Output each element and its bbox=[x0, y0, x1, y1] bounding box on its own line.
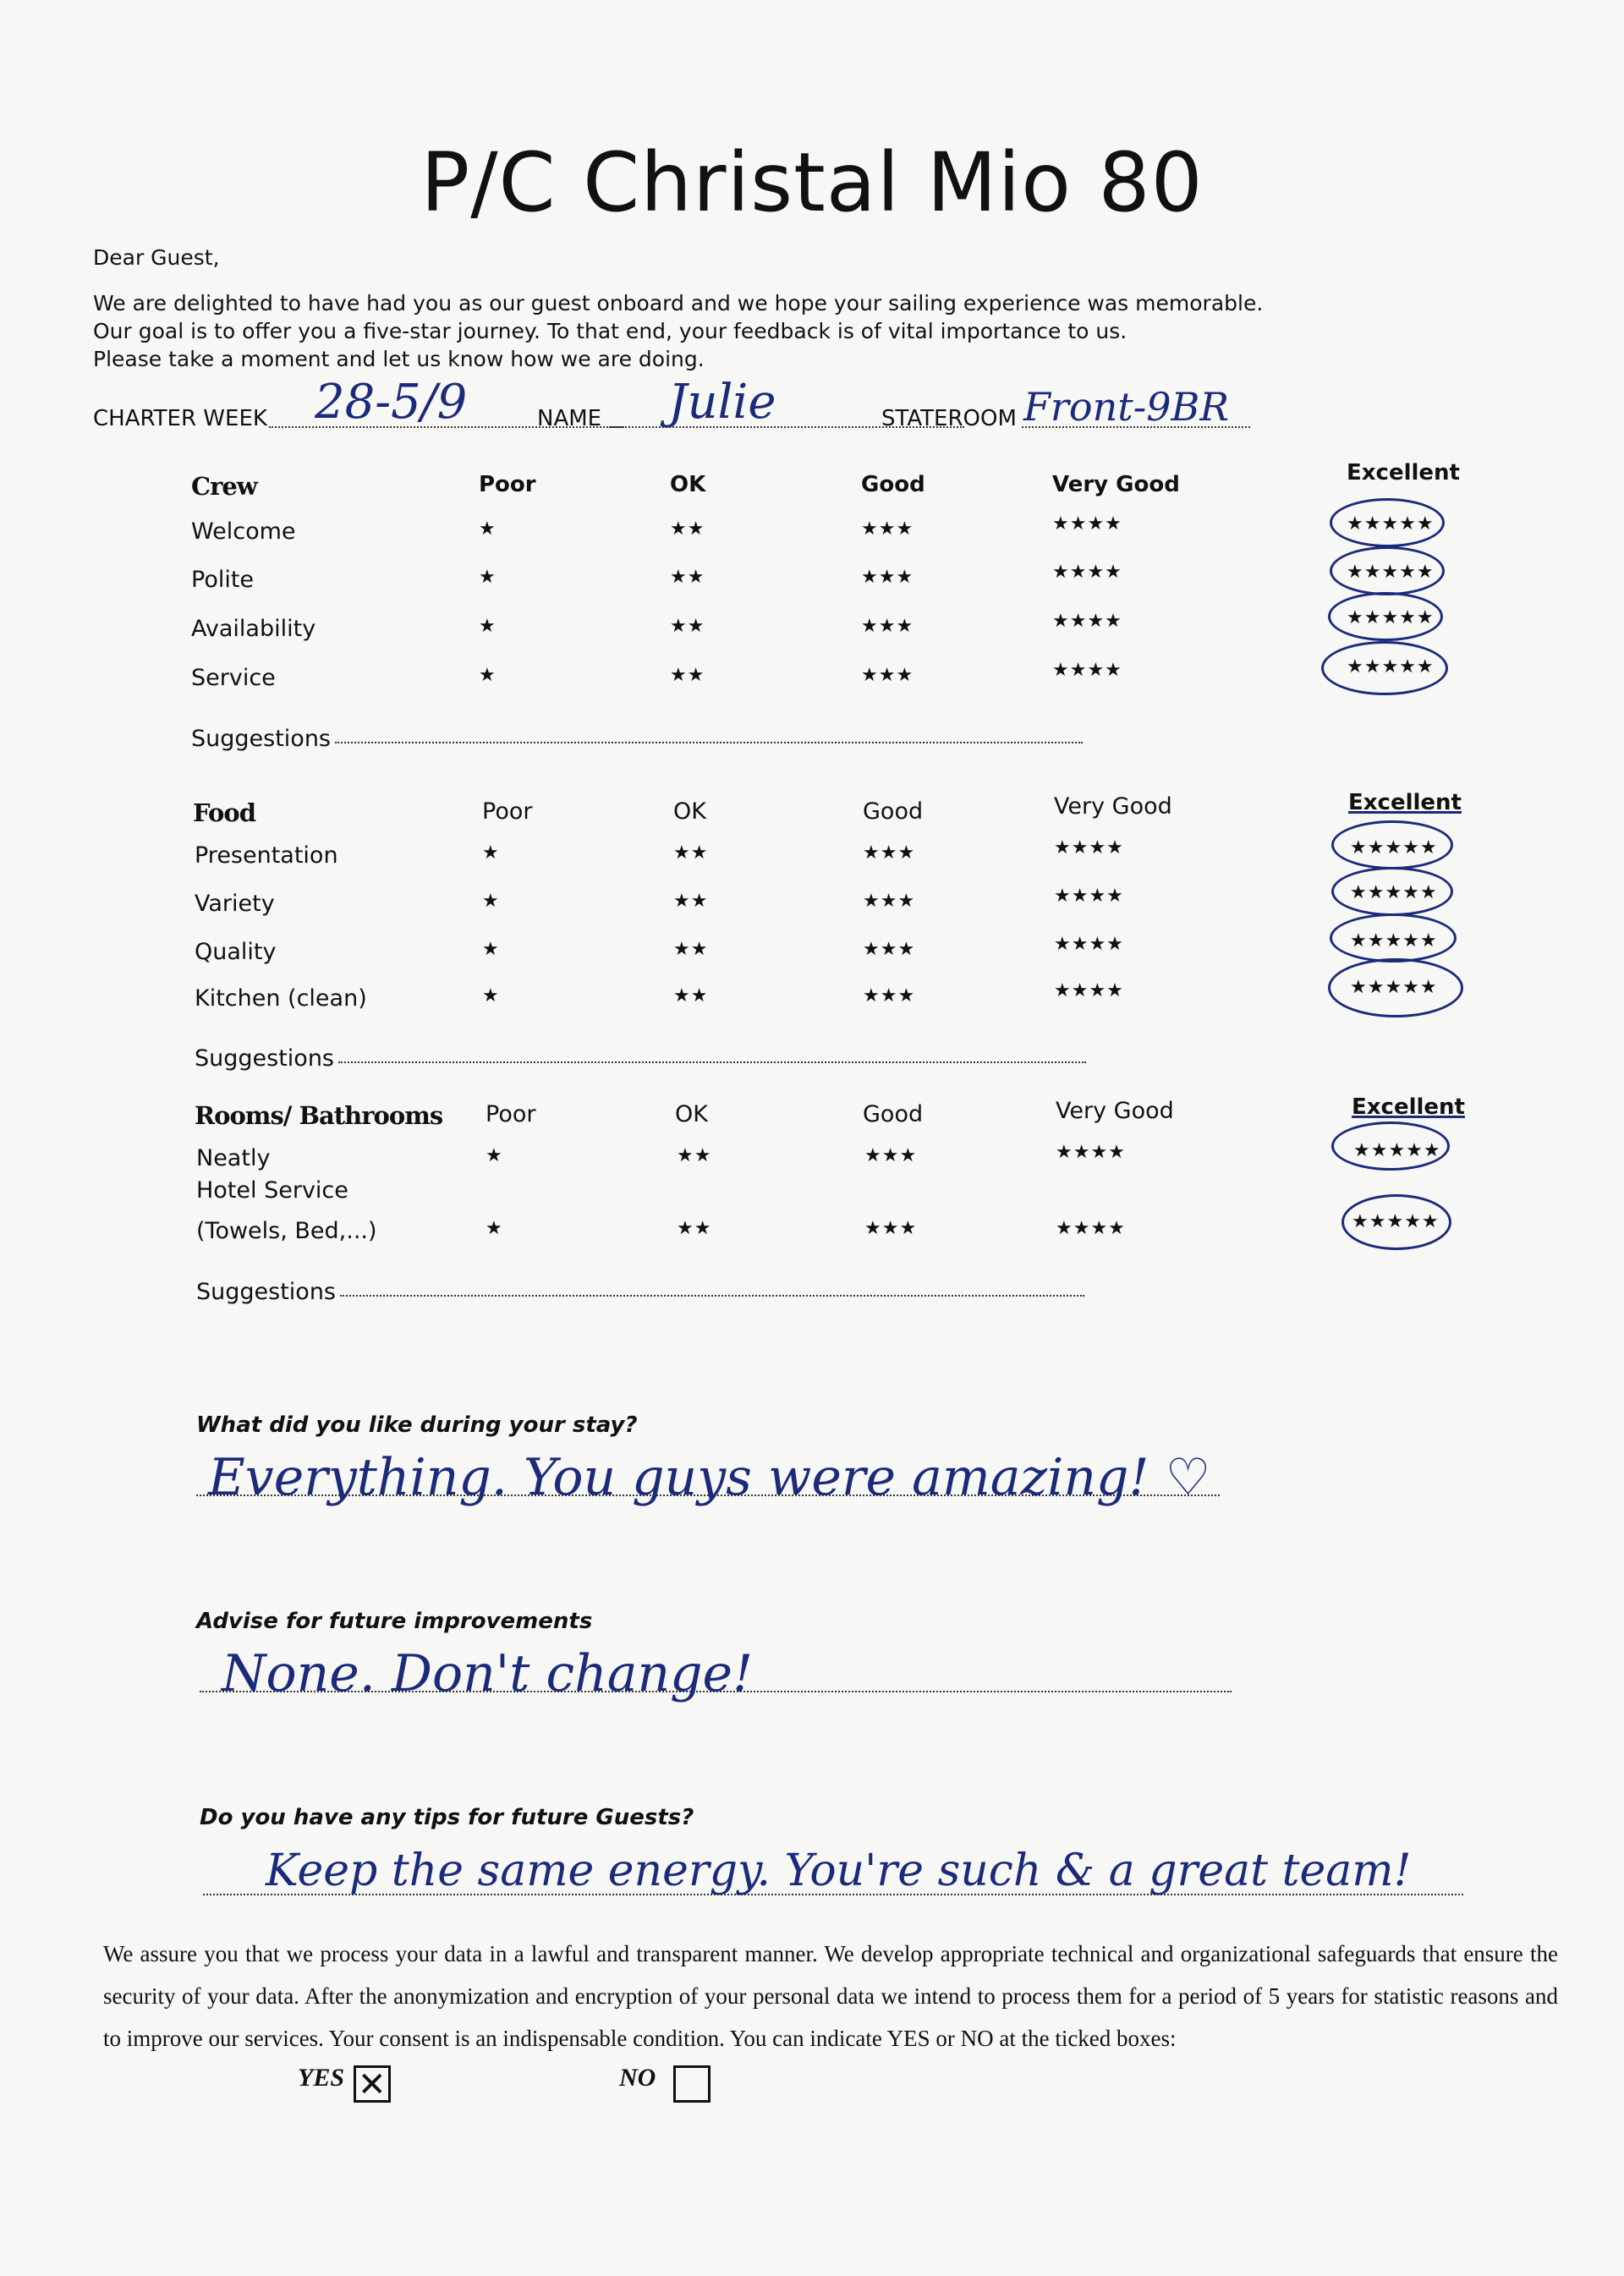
rating-ok[interactable]: ★★ bbox=[673, 891, 709, 912]
intro-line: Our goal is to offer you a five-star journey. To that end, your feedback is of vital importance to us. bbox=[93, 319, 1127, 343]
rating-poor[interactable]: ★ bbox=[482, 842, 500, 864]
rating-good[interactable]: ★★★ bbox=[861, 518, 914, 540]
rating-good[interactable]: ★★★ bbox=[863, 842, 916, 864]
column-excellent: Excellent bbox=[1347, 460, 1460, 485]
rating-excellent[interactable]: ★★★★★ bbox=[1347, 562, 1435, 583]
column-good: Good bbox=[861, 472, 925, 497]
greeting: Dear Guest, bbox=[93, 245, 220, 270]
rating-ok[interactable]: ★★ bbox=[677, 1218, 712, 1239]
item-label: Hotel Service bbox=[196, 1177, 348, 1204]
rating-very-good[interactable]: ★★★★ bbox=[1054, 837, 1124, 858]
column-good: Good bbox=[863, 798, 924, 825]
rating-poor[interactable]: ★ bbox=[482, 939, 500, 960]
question-label: Do you have any tips for future Guests? bbox=[200, 1805, 694, 1830]
column-ok: OK bbox=[670, 472, 706, 497]
rating-good[interactable]: ★★★ bbox=[861, 616, 914, 637]
rating-very-good[interactable]: ★★★★ bbox=[1054, 980, 1124, 1001]
rating-excellent[interactable]: ★★★★★ bbox=[1347, 656, 1435, 677]
item-label: Service bbox=[191, 665, 276, 691]
rating-poor[interactable]: ★ bbox=[482, 891, 500, 912]
item-label: Quality bbox=[195, 939, 277, 965]
rating-excellent[interactable]: ★★★★★ bbox=[1347, 513, 1435, 535]
item-label: Presentation bbox=[195, 842, 338, 869]
charter-week-field[interactable]: 28-5/9 bbox=[315, 375, 468, 430]
rating-excellent[interactable]: ★★★★★ bbox=[1350, 837, 1438, 858]
answer-field[interactable]: None. Don't change! bbox=[222, 1644, 754, 1703]
item-label: Variety bbox=[195, 891, 275, 917]
rating-excellent[interactable]: ★★★★★ bbox=[1350, 977, 1438, 998]
column-poor: Poor bbox=[482, 798, 533, 825]
rating-good[interactable]: ★★★ bbox=[861, 567, 914, 588]
rating-very-good[interactable]: ★★★★ bbox=[1056, 1142, 1126, 1163]
rating-good[interactable]: ★★★ bbox=[863, 939, 916, 960]
item-label: Availability bbox=[191, 616, 316, 642]
section-title: Rooms/ Bathrooms bbox=[195, 1101, 443, 1130]
column-poor: Poor bbox=[486, 1101, 536, 1127]
consent-yes-checkbox[interactable] bbox=[354, 2065, 391, 2103]
rating-very-good[interactable]: ★★★★ bbox=[1054, 934, 1124, 955]
section-title: Crew bbox=[191, 472, 257, 501]
column-excellent: Excellent bbox=[1348, 790, 1462, 815]
intro-line: Please take a moment and let us know how we are doing. bbox=[93, 347, 705, 371]
name-field[interactable]: Julie bbox=[668, 375, 776, 430]
rating-poor[interactable]: ★ bbox=[479, 665, 497, 686]
rating-ok[interactable]: ★★ bbox=[670, 518, 705, 540]
data-privacy-text: We assure you that we process your data in a lawful and transparent manner. We develop appropriate technical and organizational safeguards that ensure the security of your data. After the anonymization and encryption of your personal data we intend to process them for a period of 5 years for statistic reasons and to improve our services. Your consent is an indispensable condition. You can indicate YES or NO at the ticked boxes: bbox=[103, 1941, 1558, 2051]
rating-very-good[interactable]: ★★★★ bbox=[1052, 513, 1122, 535]
selection-circle bbox=[1330, 913, 1457, 963]
suggestions-label: Suggestions bbox=[195, 1045, 334, 1072]
selection-circle bbox=[1331, 1122, 1450, 1171]
rating-ok[interactable]: ★★ bbox=[677, 1145, 712, 1166]
column-very-good: Very Good bbox=[1054, 793, 1172, 820]
suggestions-field[interactable] bbox=[340, 1294, 1084, 1297]
rating-ok[interactable]: ★★ bbox=[673, 939, 709, 960]
rating-ok[interactable]: ★★ bbox=[670, 567, 705, 588]
selection-circle bbox=[1321, 641, 1448, 695]
column-poor: Poor bbox=[479, 472, 536, 497]
selection-circle bbox=[1341, 1194, 1451, 1250]
header-fields bbox=[93, 375, 1277, 431]
rating-good[interactable]: ★★★ bbox=[863, 985, 916, 1006]
check-mark-icon: ✕ bbox=[358, 2065, 387, 2104]
rating-ok[interactable]: ★★ bbox=[673, 842, 709, 864]
rating-excellent[interactable]: ★★★★★ bbox=[1347, 607, 1435, 628]
column-excellent: Excellent bbox=[1352, 1094, 1465, 1120]
rating-row bbox=[0, 656, 1624, 699]
item-label: Polite bbox=[191, 567, 255, 593]
consent-no-label: NO bbox=[619, 2064, 656, 2092]
rating-very-good[interactable]: ★★★★ bbox=[1052, 660, 1122, 681]
column-good: Good bbox=[863, 1101, 924, 1127]
rating-poor[interactable]: ★ bbox=[479, 567, 497, 588]
rating-poor[interactable]: ★ bbox=[486, 1218, 503, 1239]
rating-row bbox=[0, 1140, 1624, 1179]
rating-poor[interactable]: ★ bbox=[479, 518, 497, 540]
rating-poor[interactable]: ★ bbox=[486, 1145, 503, 1166]
rating-poor[interactable]: ★ bbox=[479, 616, 497, 637]
rating-row bbox=[0, 977, 1624, 1019]
rating-ok[interactable]: ★★ bbox=[670, 665, 705, 686]
suggestions-label: Suggestions bbox=[191, 726, 331, 752]
selection-circle bbox=[1328, 958, 1463, 1017]
selection-circle bbox=[1330, 498, 1445, 547]
intro-paragraph bbox=[93, 289, 1277, 373]
rating-good[interactable]: ★★★ bbox=[863, 891, 916, 912]
rating-very-good[interactable]: ★★★★ bbox=[1052, 562, 1122, 583]
rating-excellent[interactable]: ★★★★★ bbox=[1350, 930, 1438, 952]
suggestions-field[interactable] bbox=[335, 741, 1083, 743]
section-title: Food bbox=[193, 798, 255, 827]
column-ok: OK bbox=[673, 798, 706, 825]
rating-good[interactable]: ★★★ bbox=[861, 665, 914, 686]
charter-week-label: CHARTER WEEK bbox=[93, 406, 267, 431]
rating-very-good[interactable]: ★★★★ bbox=[1052, 611, 1122, 632]
column-very-good: Very Good bbox=[1052, 472, 1180, 497]
name-label: NAME bbox=[537, 406, 602, 431]
item-label: Welcome bbox=[191, 518, 296, 545]
column-ok: OK bbox=[675, 1101, 708, 1127]
selection-circle bbox=[1331, 867, 1453, 916]
rating-poor[interactable]: ★ bbox=[482, 985, 500, 1006]
suggestions-field[interactable] bbox=[338, 1061, 1086, 1063]
stateroom-label: STATEROOM bbox=[881, 406, 1017, 431]
rating-very-good[interactable]: ★★★★ bbox=[1054, 886, 1124, 907]
consent-yes-label: YES bbox=[298, 2064, 345, 2092]
rating-ok[interactable]: ★★ bbox=[673, 985, 709, 1006]
suggestions-label: Suggestions bbox=[196, 1279, 336, 1305]
page-title: P/C Christal Mio 80 bbox=[420, 135, 1204, 230]
answer-field[interactable]: Everything. You guys were amazing! ♡ bbox=[208, 1448, 1211, 1507]
column-very-good: Very Good bbox=[1056, 1098, 1174, 1124]
rating-ok[interactable]: ★★ bbox=[670, 616, 705, 637]
rating-good[interactable]: ★★★ bbox=[864, 1145, 918, 1166]
item-label: (Towels, Bed,...) bbox=[196, 1218, 377, 1244]
rating-very-good[interactable]: ★★★★ bbox=[1056, 1218, 1126, 1239]
item-label: Kitchen (clean) bbox=[195, 985, 367, 1012]
question-label: Advise for future improvements bbox=[196, 1609, 593, 1634]
rating-excellent[interactable]: ★★★★★ bbox=[1350, 882, 1438, 903]
rating-good[interactable]: ★★★ bbox=[864, 1218, 918, 1239]
answer-field[interactable]: Keep the same energy. You're such & a great team! bbox=[266, 1845, 1412, 1896]
selection-circle bbox=[1328, 592, 1443, 641]
question-label: What did you like during your stay? bbox=[196, 1412, 638, 1438]
item-label: Neatly bbox=[196, 1145, 271, 1171]
intro-line: We are delighted to have had you as our guest onboard and we hope your sailing experience was memorable. bbox=[93, 291, 1264, 315]
selection-circle bbox=[1331, 820, 1453, 869]
rating-excellent[interactable]: ★★★★★ bbox=[1352, 1211, 1440, 1232]
rating-row bbox=[0, 1211, 1624, 1252]
consent-no-checkbox[interactable] bbox=[673, 2065, 710, 2103]
stateroom-field[interactable]: Front-9BR bbox=[1023, 384, 1229, 430]
selection-circle bbox=[1330, 546, 1445, 595]
rating-excellent[interactable]: ★★★★★ bbox=[1353, 1140, 1441, 1161]
